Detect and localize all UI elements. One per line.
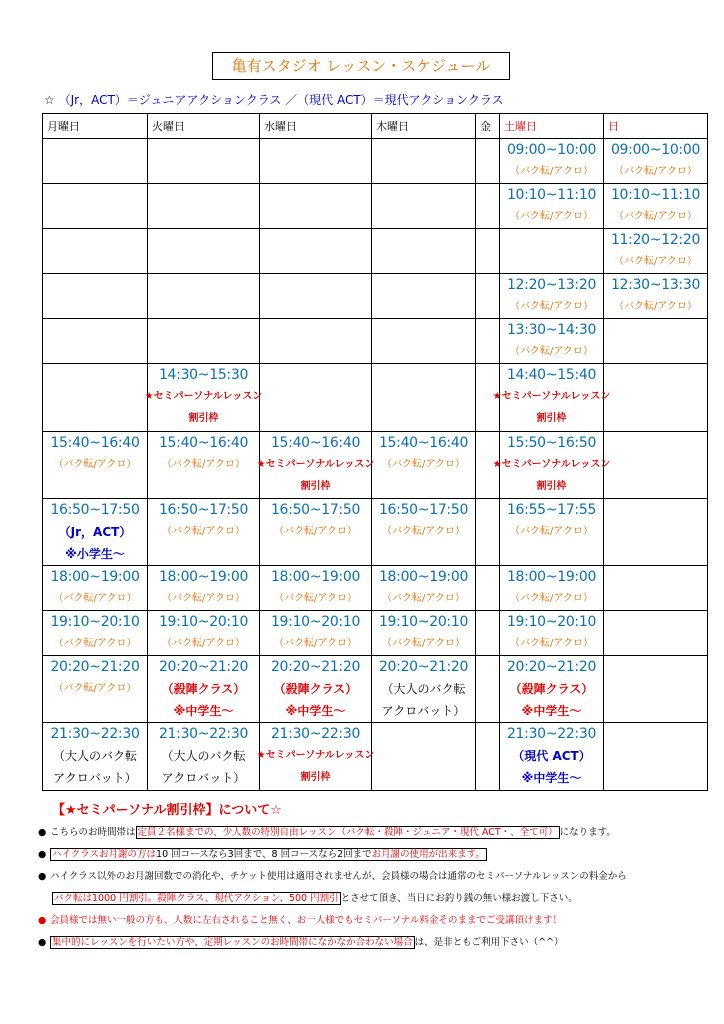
lesson-slot bbox=[43, 432, 148, 499]
lesson-class: （バク転/アクロ） bbox=[509, 211, 594, 222]
lesson-class: （バク転/アクロ） bbox=[161, 638, 246, 649]
schedule-row bbox=[43, 656, 708, 723]
lesson-time: 18:00~19:00 bbox=[270, 569, 361, 585]
bullet-icon: ● bbox=[38, 915, 47, 926]
lesson-time: 19:10~20:10 bbox=[50, 614, 140, 630]
lesson-time: 12:30~13:30 bbox=[610, 277, 701, 293]
lesson-slot bbox=[260, 566, 372, 611]
lesson-slot bbox=[148, 432, 260, 499]
lesson-time: 20:20~21:20 bbox=[158, 659, 249, 675]
lesson-class: （バク転/アクロ） bbox=[273, 526, 358, 537]
schedule-table bbox=[42, 113, 708, 791]
lesson-slot bbox=[604, 184, 708, 229]
lesson-slot bbox=[372, 611, 476, 656]
lesson-class: （バク転/アクロ） bbox=[509, 166, 594, 177]
schedule-row bbox=[43, 611, 708, 656]
lesson-time: 09:00~10:00 bbox=[506, 142, 597, 158]
schedule-row bbox=[43, 139, 708, 184]
day-header-thu: 木曜日 bbox=[372, 114, 476, 139]
lesson-class: （バク転/アクロ） bbox=[53, 459, 137, 470]
page-title: 亀有スタジオ レッスン・スケジュール bbox=[212, 52, 510, 80]
lesson-time: 21:30~22:30 bbox=[158, 726, 249, 742]
day-header-mon: 月曜日 bbox=[43, 114, 148, 139]
schedule-row bbox=[43, 184, 708, 229]
schedule-row bbox=[43, 499, 708, 566]
lesson-slot bbox=[256, 432, 375, 499]
lesson-class: （バク転/アクロ） bbox=[613, 166, 698, 177]
lesson-time: 18:00~19:00 bbox=[506, 569, 597, 585]
schedule-row bbox=[43, 364, 708, 432]
lesson-time: 19:10~20:10 bbox=[270, 614, 361, 630]
lesson-slot bbox=[604, 139, 708, 184]
schedule-row bbox=[43, 229, 708, 274]
lesson-class: （バク転/アクロ） bbox=[381, 638, 466, 649]
lesson-slot bbox=[500, 656, 604, 723]
lesson-class: （現代 ACT） bbox=[512, 749, 591, 763]
schedule-row bbox=[43, 566, 708, 611]
lesson-note: ※中学生～ bbox=[173, 704, 234, 718]
lesson-time: 10:10~11:10 bbox=[610, 187, 701, 203]
lesson-note: 割引枠 bbox=[536, 481, 567, 492]
lesson-slot bbox=[372, 566, 476, 611]
notes-heading: 【★セミパーソナル割引枠】について☆ bbox=[52, 803, 282, 818]
lesson-time: 18:00~19:00 bbox=[158, 569, 249, 585]
day-header-sun: 日 bbox=[604, 114, 708, 139]
lesson-class: （バク転/アクロ） bbox=[613, 256, 698, 267]
lesson-class: ★セミパーソナルレッスン bbox=[492, 391, 611, 402]
bullet-icon: ● bbox=[38, 849, 47, 860]
lesson-slot bbox=[148, 656, 260, 723]
class-legend bbox=[44, 91, 503, 108]
lesson-class-cont: アクロバット） bbox=[381, 704, 466, 718]
schedule-row bbox=[43, 319, 708, 364]
schedule-row bbox=[43, 723, 708, 791]
day-header-wed: 水曜日 bbox=[260, 114, 372, 139]
note-line-2 bbox=[38, 844, 708, 866]
lesson-slot bbox=[500, 499, 604, 566]
lesson-time: 13:30~14:30 bbox=[506, 322, 597, 338]
lesson-slot bbox=[43, 656, 148, 723]
lesson-time: 16:50~17:50 bbox=[270, 502, 361, 518]
lesson-slot bbox=[43, 566, 148, 611]
lesson-slot bbox=[372, 656, 476, 723]
note-line-3: ● ハイクラス以外のお月謝回数での消化や、チケット使用は適用されませんが、会員様の場合は通常のセミパーソナルレッスンの料金から bbox=[38, 866, 708, 888]
lesson-class: （バク転/アクロ） bbox=[509, 593, 594, 604]
lesson-time: 19:10~20:10 bbox=[158, 614, 249, 630]
bullet-icon: ● bbox=[38, 827, 47, 838]
highlight-box: 集中的にレッスンを行いたい方や、定期レッスンのお時間帯になかなか合わない場合 bbox=[52, 937, 413, 948]
lesson-slot bbox=[604, 274, 708, 319]
lesson-note: 割引枠 bbox=[536, 413, 567, 424]
lesson-slot bbox=[148, 566, 260, 611]
header-row bbox=[43, 114, 708, 139]
lesson-slot bbox=[372, 499, 476, 566]
lesson-time: 12:20~13:20 bbox=[506, 277, 597, 293]
lesson-class: （バク転/アクロ） bbox=[53, 638, 137, 649]
lesson-note: 割引枠 bbox=[300, 772, 331, 783]
lesson-note: ※小学生～ bbox=[65, 547, 125, 561]
lesson-class: （バク転/アクロ） bbox=[161, 459, 246, 470]
lesson-time: 20:20~21:20 bbox=[506, 659, 597, 675]
notes-section bbox=[38, 800, 708, 954]
schedule-row bbox=[43, 274, 708, 319]
lesson-class: ★セミパーソナルレッスン bbox=[256, 459, 375, 470]
highlight-box: バク転は1000 円割引。殺陣クラス、現代アクション、500 円割引 bbox=[54, 893, 339, 904]
day-header-fri: 金 bbox=[476, 114, 500, 139]
lesson-class: （バク転/アクロ） bbox=[381, 593, 466, 604]
note-line-4: バク転は1000 円割引。殺陣クラス、現代アクション、500 円割引 とさせて頂き、当日にお釣り銭の無い様お渡し下さい。 bbox=[54, 893, 578, 904]
lesson-time: 09:00~10:00 bbox=[610, 142, 701, 158]
bullet-icon: ● bbox=[38, 871, 47, 882]
lesson-class: ★セミパーソナルレッスン bbox=[256, 750, 375, 761]
lesson-time: 15:40~16:40 bbox=[158, 435, 249, 451]
lesson-class: ★セミパーソナルレッスン bbox=[492, 459, 611, 470]
lesson-slot bbox=[43, 611, 148, 656]
lesson-class: （バク転/アクロ） bbox=[613, 301, 698, 312]
lesson-time: 18:00~19:00 bbox=[50, 569, 140, 585]
lesson-class: （大人のバク転 bbox=[161, 749, 246, 763]
lesson-class: （バク転/アクロ） bbox=[273, 593, 358, 604]
lesson-slot bbox=[500, 723, 604, 791]
lesson-note: ※中学生～ bbox=[521, 704, 582, 718]
lesson-class: （バク転/アクロ） bbox=[161, 526, 246, 537]
note-line-6: ● 集中的にレッスンを行いたい方や、定期レッスンのお時間帯になかなか合わない場合 は、是非ともご利用下さい（^^） bbox=[38, 932, 708, 954]
lesson-class: （大人のバク転 bbox=[381, 682, 466, 696]
lesson-slot bbox=[372, 432, 476, 499]
lesson-time: 20:20~21:20 bbox=[50, 659, 140, 675]
lesson-time: 19:10~20:10 bbox=[506, 614, 597, 630]
bullet-icon: ● bbox=[38, 937, 47, 948]
lesson-class: （大人のバク転 bbox=[52, 749, 137, 763]
lesson-slot bbox=[500, 139, 604, 184]
lesson-class: （バク転/アクロ） bbox=[509, 526, 594, 537]
lesson-class-cont: アクロバット） bbox=[53, 771, 137, 785]
lesson-class: （バク転/アクロ） bbox=[381, 459, 466, 470]
lesson-note: ※中学生～ bbox=[285, 704, 346, 718]
lesson-slot bbox=[492, 432, 611, 499]
lesson-time: 14:40~15:40 bbox=[506, 367, 597, 383]
lesson-class: （殺陣クラス） bbox=[509, 682, 594, 696]
day-header-tue: 火曜日 bbox=[148, 114, 260, 139]
lesson-time: 21:30~22:30 bbox=[506, 726, 597, 742]
lesson-slot bbox=[500, 274, 604, 319]
highlight-box: ハイクラスお月謝の方は10 回コースなら3回まで、8 回コースなら2回までお月謝の使用が出来ます。 bbox=[52, 849, 485, 860]
lesson-time: 14:30~15:30 bbox=[158, 367, 249, 383]
lesson-class: （バク転/アクロ） bbox=[273, 638, 358, 649]
lesson-time: 15:40~16:40 bbox=[378, 435, 469, 451]
lesson-slot bbox=[260, 656, 372, 723]
lesson-time: 16:50~17:50 bbox=[50, 502, 140, 518]
lesson-note: 割引枠 bbox=[188, 413, 219, 424]
star-icon: ☆ bbox=[44, 93, 55, 107]
lesson-class: （バク転/アクロ） bbox=[161, 593, 246, 604]
lesson-time: 21:30~22:30 bbox=[270, 726, 361, 742]
lesson-slot bbox=[148, 611, 260, 656]
legend-text: （Jr，ACT）＝ジュニアアクションクラス ／（現代 ACT）＝現代アクションクラス bbox=[58, 93, 504, 107]
lesson-class: （バク転/アクロ） bbox=[53, 683, 137, 694]
lesson-slot bbox=[256, 723, 375, 791]
lesson-time: 20:20~21:20 bbox=[378, 659, 469, 675]
lesson-class: （殺陣クラス） bbox=[161, 682, 246, 696]
lesson-time: 16:50~17:50 bbox=[158, 502, 249, 518]
lesson-class: （Jr，ACT） bbox=[58, 525, 132, 539]
lesson-class-cont: アクロバット） bbox=[161, 771, 246, 785]
day-header-sat: 土曜日 bbox=[500, 114, 604, 139]
lesson-slot bbox=[500, 566, 604, 611]
lesson-slot bbox=[260, 499, 372, 566]
lesson-slot bbox=[492, 364, 611, 432]
lesson-time: 16:50~17:50 bbox=[378, 502, 469, 518]
lesson-time: 15:50~16:50 bbox=[506, 435, 597, 451]
lesson-time: 18:00~19:00 bbox=[378, 569, 469, 585]
lesson-class: （バク転/アクロ） bbox=[53, 593, 137, 604]
lesson-class: （バク転/アクロ） bbox=[509, 638, 594, 649]
lesson-note: ※中学生～ bbox=[521, 771, 582, 785]
schedule-row bbox=[43, 432, 708, 499]
lesson-time: 10:10~11:10 bbox=[506, 187, 597, 203]
highlight-box: 定員２名様までの、少人数の特別自由レッスン（バク転・殺陣・ジュニア・現代 ACT・、全て可） bbox=[137, 827, 558, 838]
lesson-note: 割引枠 bbox=[300, 481, 331, 492]
lesson-slot bbox=[604, 229, 708, 274]
note-line-5: ● 会員様では無い一般の方も、人数に左右されること無く、お一人様でもセミパーソナル料金そのままでご受講頂けます！ bbox=[38, 910, 708, 932]
lesson-slot bbox=[43, 723, 148, 791]
lesson-slot bbox=[148, 723, 260, 791]
lesson-slot bbox=[144, 364, 263, 432]
lesson-slot bbox=[43, 499, 148, 566]
lesson-time: 15:40~16:40 bbox=[50, 435, 140, 451]
lesson-time: 15:40~16:40 bbox=[270, 435, 361, 451]
lesson-time: 11:20~12:20 bbox=[610, 232, 701, 248]
note-line-1: ● こちらのお時間帯は 定員２名様までの、少人数の特別自由レッスン（バク転・殺陣・ジュニア・現代 ACT・、全て可） になります。 bbox=[38, 822, 708, 844]
lesson-time: 19:10~20:10 bbox=[378, 614, 469, 630]
lesson-slot bbox=[500, 611, 604, 656]
lesson-class: ★セミパーソナルレッスン bbox=[144, 391, 263, 402]
lesson-class: （バク転/アクロ） bbox=[381, 526, 466, 537]
lesson-slot bbox=[500, 184, 604, 229]
lesson-slot bbox=[260, 611, 372, 656]
lesson-class: （殺陣クラス） bbox=[273, 682, 358, 696]
lesson-class: （バク転/アクロ） bbox=[613, 211, 698, 222]
lesson-time: 21:30~22:30 bbox=[50, 726, 140, 742]
lesson-time: 16:55~17:55 bbox=[506, 502, 597, 518]
lesson-slot bbox=[148, 499, 260, 566]
lesson-slot bbox=[500, 319, 604, 364]
lesson-time: 20:20~21:20 bbox=[270, 659, 361, 675]
lesson-class: （バク転/アクロ） bbox=[509, 346, 594, 357]
lesson-class: （バク転/アクロ） bbox=[509, 301, 594, 312]
